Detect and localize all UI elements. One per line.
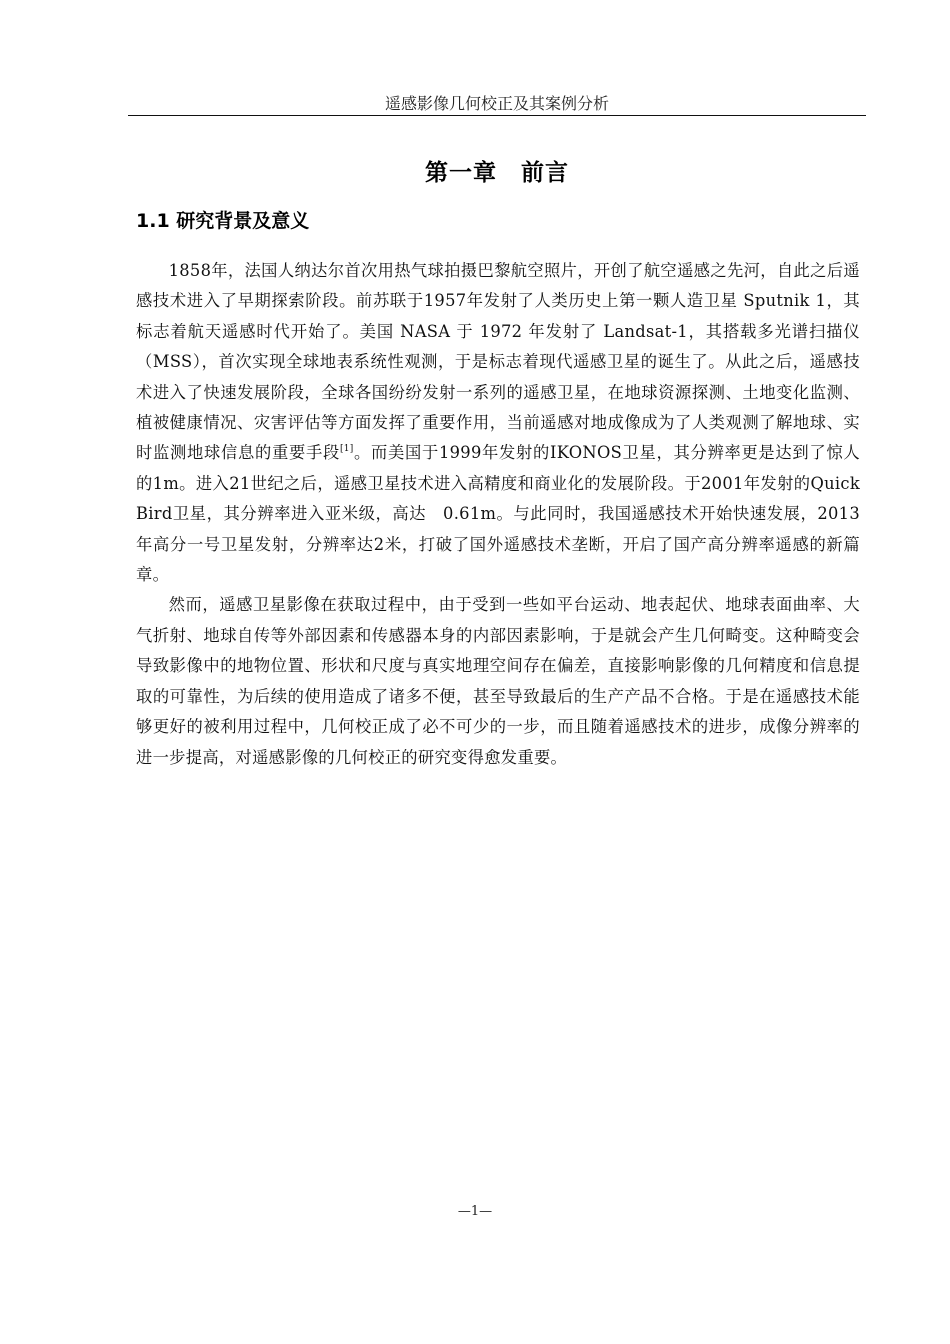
running-header: 遥感影像几何校正及其案例分析 bbox=[384, 94, 609, 113]
page-number: —1— bbox=[457, 1204, 493, 1219]
paragraph-1-part-b: 。而美国于1999年发射的IKONOS卫星，其分辨率更是达到了惊人的1m。进入21世纪之后，遥感卫星技术进入高精度和商业化的发展阶段。于2001年发射的Quick Bird卫星，其分辨率进入亚米级，高达 0.61m。与此同时，我国遥感技术开始快速发展，2013年高分一号卫星发射，分辨率达2米，打破了国外遥感技术垄断，开启了国产高分辨率遥感的新篇章。 bbox=[136, 443, 860, 585]
citation-ref[interactable]: [1] bbox=[339, 444, 354, 455]
paragraph-1-part-a: 1858年，法国人纳达尔首次用热气球拍摄巴黎航空照片，开创了航空遥感之先河，自此之后遥感技术进入了早期探索阶段。前苏联于1957年发射了人类历史上第一颗人造卫星 Sputnik 1，其标志着航天遥感时代开始了。美国 NASA 于 1972 年发射了 Landsat-1，其搭载多光谱扫描仪（MSS），首次实现全球地表系统性观测，于是标志着现代遥感卫星的诞生了。从此之后，遥感技术进入了快速发展阶段，全球各国纷纷发射一系列的遥感卫星，在地球资源探测、土地变化监测、植被健康情况、灾害评估等方面发挥了重要作用，当前遥感对地成像成为了人类观测了解地球、实时监测地球信息的重要手段 bbox=[136, 261, 860, 463]
body-text bbox=[136, 256, 860, 773]
paragraph-1 bbox=[136, 256, 860, 590]
chapter-title: 第一章 前言 bbox=[425, 160, 569, 186]
paragraph-2: 然而，遥感卫星影像在获取过程中，由于受到一些如平台运动、地表起伏、地球表面曲率、大气折射、地球自传等外部因素和传感器本身的内部因素影响，于是就会产生几何畸变。这种畸变会导致影像中的地物位置、形状和尺度与真实地理空间存在偏差，直接影响影像的几何精度和信息提取的可靠性，为后续的使用造成了诸多不便，甚至导致最后的生产产品不合格。于是在遥感技术能够更好的被利用过程中，几何校正成了必不可少的一步，而且随着遥感技术的进步，成像分辨率的进一步提高，对遥感影像的几何校正的研究变得愈发重要。 bbox=[136, 595, 860, 767]
header-rule bbox=[128, 115, 866, 116]
section-title: 1.1 研究背景及意义 bbox=[136, 210, 310, 232]
